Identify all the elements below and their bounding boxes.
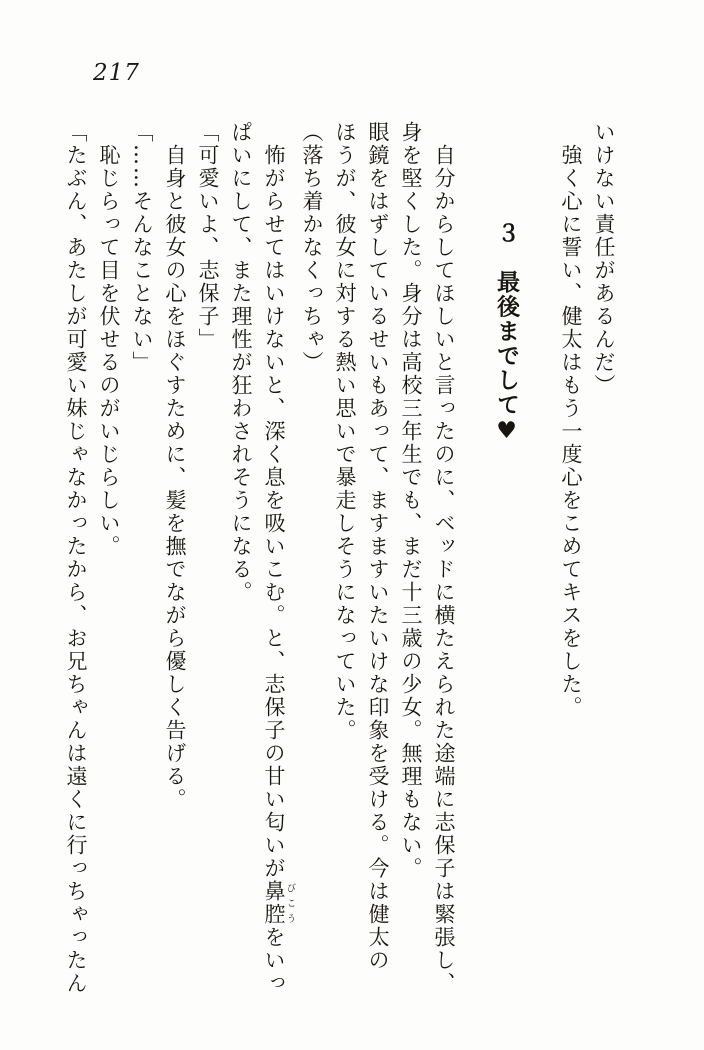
text-column-narration: 強く心に誓い、健太はもう一度心をこめてキスをした。 <box>559 144 583 719</box>
text-segment: 怖がらせてはいけないと、深く息を吸いこむ。と、志保子の甘い匂いが <box>262 144 286 880</box>
text-column-narration: 身を堅くした。身分は高校三年生でも、まだ十三歳の少女。無理もない。 <box>399 121 423 880</box>
text-column-narration-with-furigana <box>257 121 295 1036</box>
text-column-narration: 自分からしてほしいと言ったのに、ベッドに横たえられた途端に志保子は緊張し、 <box>432 144 456 995</box>
text-column-dialogue: 「可愛いよ、志保子」 <box>196 121 220 351</box>
text-column-narration: 恥じらって目を伏せるのがいじらしい。 <box>97 144 121 558</box>
text-column-dialogue: 「……そんなことない」 <box>130 121 154 374</box>
text-column-inner-thought: （落ち着かなくっちゃ） <box>300 121 324 374</box>
text-column-dialogue: 「たぶん、あたしが可愛い妹じゃなかったから、お兄ちゃんは遠くに行っちゃったん <box>64 121 88 995</box>
text-segment: をいっ <box>262 926 286 995</box>
vertical-text-block <box>59 121 620 1036</box>
chapter-heading: ３ 最後までして♥ <box>493 221 520 446</box>
text-column-narration: 眼鏡をはずしているせいもあって、ますますいたいけな印象を受ける。今は健太の <box>366 121 390 972</box>
ruby-base: 鼻腔 <box>262 880 286 926</box>
text-column-continuation-parenthetical: いけない責任があるんだ） <box>592 121 616 397</box>
text-column-narration: ぱいにして、また理性が狂わされそうになる。 <box>229 121 253 604</box>
ruby-text: びこう <box>284 880 296 926</box>
furigana-ruby <box>262 880 296 926</box>
text-column-narration: 自身と彼女の心をほぐすために、髪を撫でながら優しく告げる。 <box>163 144 187 811</box>
page-number: 217 <box>93 60 140 86</box>
text-column-narration: ほうが、彼女に対する熱い思いで暴走しそうになっていた。 <box>333 121 357 742</box>
